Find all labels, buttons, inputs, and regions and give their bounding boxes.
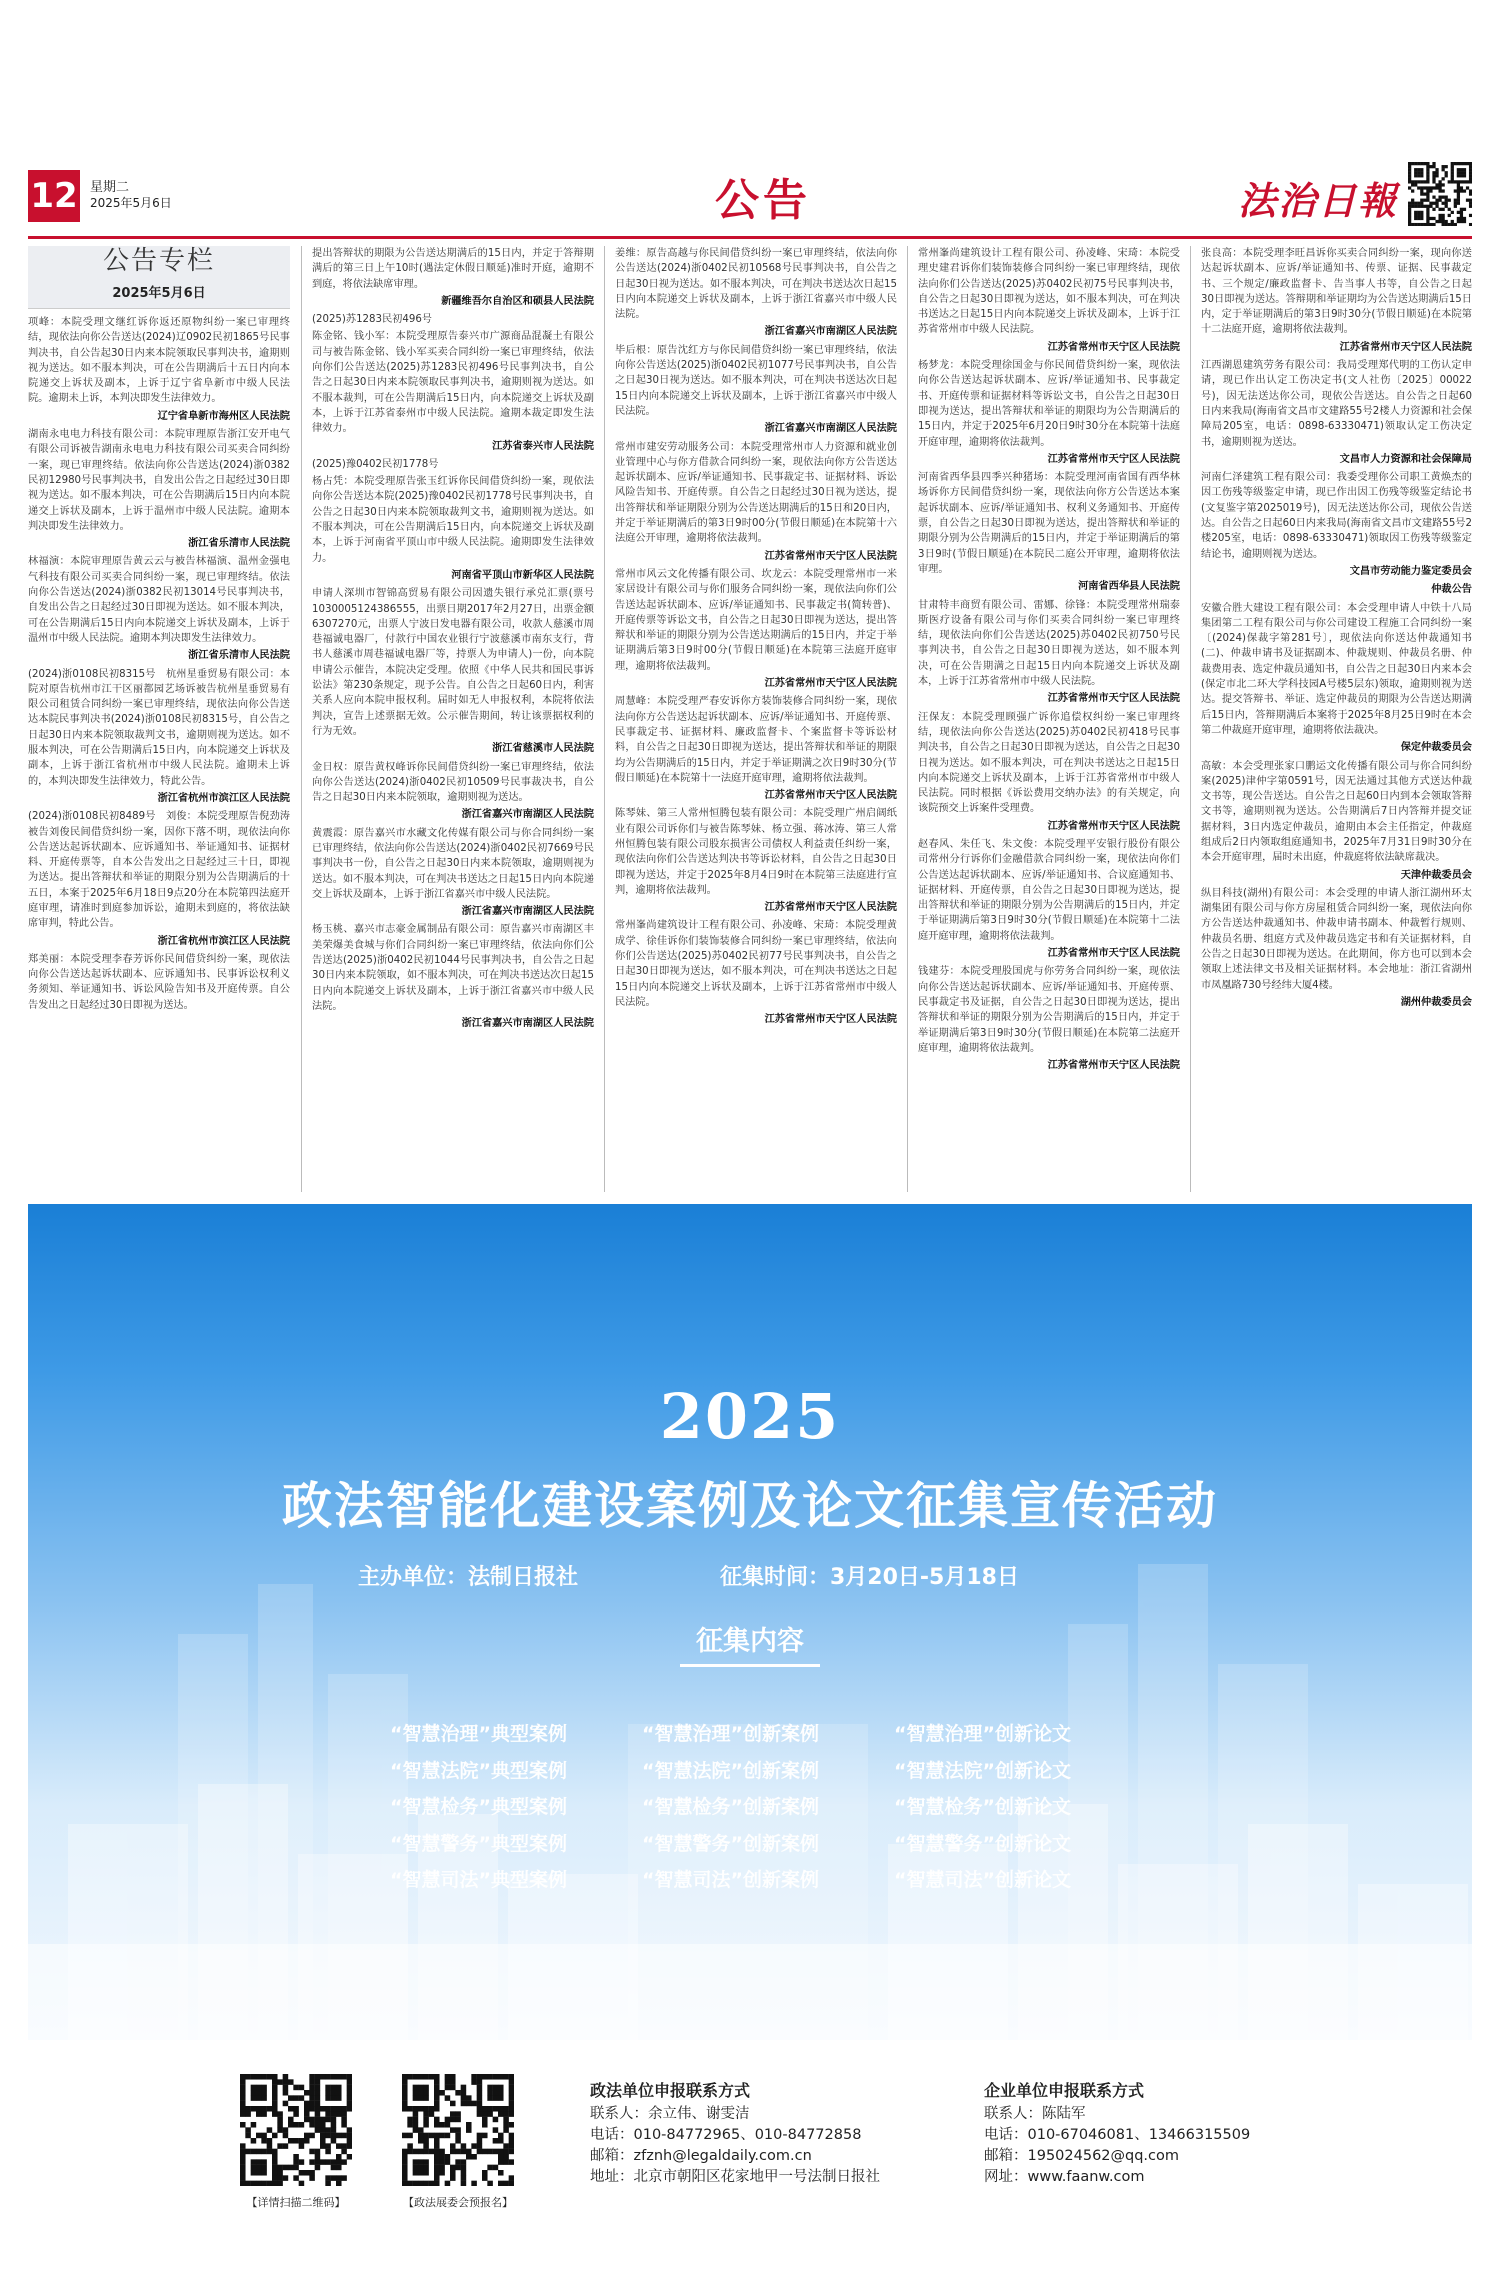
issuing-authority: 江苏省常州市天宁区人民法院 — [764, 678, 897, 690]
header-rule — [28, 236, 1472, 239]
contact-address: 地址：北京市朝阳区花家地甲一号法制日报社 — [590, 2169, 880, 2185]
notice-column-2 — [312, 246, 594, 1192]
column-divider — [1190, 246, 1191, 1192]
notice-paragraph: 常州峯尚建筑设计工程有限公司、孙凌峰、宋琦：本院受理史建君诉你们装饰装修合同纠纷一案已审理终结，现依法向你们公告送达(2025)苏0402民初75号民事判决书，自公告之日起30日即视为送达，如不服本判决，可在判决书送达之日起15日内向本院递交上诉状及副本，上诉于江苏省常州市中级人民法院。 — [918, 248, 1180, 336]
issuing-authority: 江苏省常州市天宁区人民法院 — [764, 902, 897, 914]
notice-column-1 — [28, 246, 290, 1192]
qr-code-icon — [240, 2074, 352, 2186]
list-item: “智慧司法”典型案例 — [390, 1869, 567, 1891]
notice-paragraph: (2024)浙0108民初8315号 杭州星垂贸易有限公司：本院对原告杭州市江干区丽都园艺场诉被告杭州星垂贸易有限公司租赁合同纠纷一案已审理终结，现依法向你公告送达本院民事判决书(2024)浙0108民初8315号，自公告之日起30日内来本院领取裁判文书，逾期则视为送达。如不服本判决，可在公告期满后15日内，向本院递交上诉状及副本，上诉于浙江省杭州市中级人民法院。逾期未上诉的，本判决即发生法律效力，特此公告。 — [28, 668, 290, 787]
qr-code-icon — [402, 2074, 514, 2186]
page-header — [28, 160, 1472, 236]
list-item: “智慧司法”创新论文 — [894, 1869, 1071, 1891]
issuing-authority: 江苏省常州市天宁区人民法院 — [764, 790, 897, 802]
notice-paragraph: 常州市风云文化传播有限公司、坎龙云：本院受理常州市一米家居设计有限公司与你们服务合同纠纷一案，现依法向你们公告送达起诉状副本、应诉/举证通知书、民事裁定书(简转普)、开庭传票等诉讼文书，自公告之日起30日即视为送达，提出答辩状和举证的期限分别为公告送达期满后的15日内，并定于举证期满后第3日9时00分(节假日顺延)在本院第三法庭开庭审理，逾期将依法裁判。 — [615, 568, 897, 672]
issuing-authority: 浙江省杭州市滨江区人民法院 — [157, 935, 290, 947]
notice-column-3 — [615, 246, 897, 1192]
notice-paragraph: (2024)浙0108民初8489号 刘俊：本院受理原告倪劲涛被告刘俊民间借贷纠纷一案，因你下落不明，现依法向你公告送达起诉状副本、应诉通知书、举证通知书、证据材料、开庭传票等，自本公告发出之日起经过三十日，即视为送达。提出答辩状和举证的期限分别为公告期满后的十五日，本案于2025年6月18日9点20分在本院第四法庭开庭审理，请准时到庭参加诉讼，逾期未到庭的，将依法缺席审判，特此公告。 — [28, 811, 290, 930]
poster-period: 征集时间：3月20日-5月18日 — [720, 1565, 1019, 1590]
campaign-poster — [28, 1204, 1472, 2040]
notice-paragraph: 申请人深圳市智锦高贸易有限公司因遗失银行承兑汇票(票号1030005124386555，出票日期2017年2月27日，出票金额6307270元，出票人宁波日发电器有限公司，收款人慈溪市周巷福诚电器厂，付款行中国农业银行宁波慈溪市南东支行，背书人慈溪市周巷福诚电器厂等，持票人为申请人)一份，向本院申请公示催告，本院决定受理。依照《中华人民共和国民事诉讼法》第230条规定，现予公告。自公告之日起60日内，利害关系人应向本院申报权利。届时如无人申报权利，本院将依法判决，宣告上述票据无效。公示催告期间，转让该票据权利的行为无效。 — [312, 588, 594, 737]
notice-paragraph: 纵目科技(湖州)有限公司：本会受理的申请人浙江湖州环太湖集团有限公司与你方房屋租赁合同纠纷一案，现依法向你方公告送达仲裁通知书、仲裁申请书副本、仲裁暂行规则、仲裁员名册、组庭方式及仲裁员选定书和有关证据材料，自公告之日起30日即视为送达。在此期间，你方也可以到本会领取上述法律文书及相关证据材料。本会地址：浙江省湖州市凤凰路730号经纬大厦4楼。 — [1201, 887, 1472, 991]
masthead-logo: 法治日報 — [1238, 178, 1399, 223]
notice-area — [28, 246, 1472, 1192]
poster-content-heading: 征集内容 — [696, 1626, 804, 1657]
issuing-authority: 文昌市人力资源和社会保障局 — [1339, 453, 1472, 465]
issuing-authority: 江苏省常州市天宁区人民法院 — [1047, 948, 1180, 960]
issuing-authority: 浙江省嘉兴市南湖区人民法院 — [461, 1018, 594, 1030]
column-name: 公告专栏 — [102, 246, 215, 276]
contact-phone: 电话：010-67046081、13466315509 — [984, 2127, 1251, 2143]
poster-sponsor: 主办单位：法制日报社 — [358, 1565, 579, 1590]
notice-column-5 — [1201, 246, 1472, 1192]
list-item: “智慧警务”创新案例 — [642, 1832, 819, 1855]
contact-person: 联系人：余立伟、谢雯洁 — [590, 2106, 750, 2122]
issuing-authority: 浙江省嘉兴市南湖区人民法院 — [764, 423, 897, 435]
contact-email[interactable]: 邮箱：195024562@qq.com — [984, 2148, 1180, 2164]
issuing-authority: 辽宁省阜新市海州区人民法院 — [157, 410, 290, 422]
qr-details[interactable] — [240, 2074, 352, 2210]
page-number: 12 — [28, 170, 80, 222]
issuing-authority: 新疆维吾尔自治区和硕县人民法院 — [441, 295, 594, 307]
list-item: “智慧法院”创新案例 — [642, 1759, 819, 1782]
issuing-authority: 江苏省常州市天宁区人民法院 — [1047, 693, 1180, 705]
typical-case-list — [390, 1716, 567, 1899]
issuing-authority: 江苏省常州市天宁区人民法院 — [1339, 341, 1472, 353]
column-banner-box — [28, 246, 290, 315]
section-title: 公告 — [715, 175, 811, 226]
notice-paragraph: 甘肃特丰商贸有限公司、雷娜、徐锋：本院受理常州瑞泰斯医疗设备有限公司与你们买卖合同纠纷一案已审理终结，现依法向你们公告送达(2025)苏0402民初750号民事判决书，自公告之日起30日即视为送达，如不服本判决，可在公告期满之日起15日内向本院递交上诉状及副本，上诉于江苏省常州市中级人民法院。 — [918, 599, 1180, 688]
notice-paragraph: 常州市建安劳动服务公司：本院受理常州市人力资源和就业创业管理中心与你方借款合同纠纷一案，现依法向你方公告送达起诉状副本、应诉/举证通知书、民事裁定书、证据材料、诉讼风险告知书、开庭传票。自公告之日起经过30日视为送达，提出答辩状和举证期限分别为公告送达期满后的15日和20日内，并定于举证期满后的第3日9时00分(节假日顺延)在本院第十六法庭公开审理，逾期将依法裁判。 — [615, 441, 897, 545]
issuing-authority: 浙江省杭州市滨江区人民法院 — [157, 792, 290, 804]
list-item: “智慧检务”创新论文 — [894, 1796, 1071, 1818]
notice-paragraph: (2025)豫0402民初1778号 — [312, 458, 439, 470]
poster-title: 政法智能化建设案例及论文征集宣传活动 — [282, 1476, 1218, 1535]
notice-paragraph: 郑美丽：本院受理李春芳诉你民间借贷纠纷一案，现依法向你公告送达起诉状副本、应诉通知书、民事诉讼权利义务须知、举证通知书、诉讼风险告知书及开庭传票。自公告发出之日起经过30日即视为送达。 — [28, 953, 290, 1011]
notice-paragraph: 杨梦龙：本院受理徐国金与你民间借贷纠纷一案，现依法向你公告送达起诉状副本、应诉/举证通知书、民事裁定书、开庭传票和证据材料等诉讼文书，自公告之日起30日即视为送达，提出答辩状和举证的期限均为公告期满后的15日内，并定于2025年6月20日9时30分在本院第十法庭开庭审理，逾期将依法裁判。 — [918, 360, 1180, 448]
list-item: “智慧警务”典型案例 — [390, 1832, 567, 1855]
issuing-authority: 河南省西华县人民法院 — [1078, 581, 1180, 593]
contact-footer — [28, 2054, 1472, 2254]
notice-paragraph: 安徽合胜大建设工程有限公司：本会受理申请人中铁十八局集团第二工程有限公司与你公司建设工程施工合同纠纷一案〔(2024)保裁字第281号〕，现依法向你送达仲裁通知书(二)、仲裁申请书及证据副本、仲裁规则、仲裁员名册、仲裁费用表、选定仲裁员通知书，自公告之日起30日内来本会(保定市北二环大学科技园A号楼5层东)领取，逾期则视为送达。提交答辩书、举证、选定仲裁员的期限为公告送达期满后15日内，答辩期满后本案将于2025年8月25日9时在本会第二仲裁庭开庭审理，逾期将依法裁决。 — [1201, 602, 1472, 736]
list-item: “智慧治理”创新案例 — [642, 1723, 819, 1745]
issuing-authority: 浙江省慈溪市人民法院 — [492, 743, 594, 755]
notice-paragraph: 陈琴妹、第三人常州恒腾包装有限公司：本院受理广州启阔纸业有限公司诉你们与被告陈琴妹、杨立强、蒋冰涛、第三人常州恒腾包装有限公司股东损害公司债权人利益责任纠纷一案，现依法向你们公告送达判决书等诉讼材料，自公告之日起30日即视为送达，并定于2025年8月4日9时在本院第三法庭进行宣判，逾期将依法裁判。 — [615, 808, 897, 896]
column-date: 2025年5月6日 — [112, 286, 206, 301]
issuing-authority: 天津仲裁委员会 — [1400, 869, 1472, 881]
notice-column-4 — [918, 246, 1180, 1192]
notice-paragraph: 江西湖恩建筑劳务有限公司：我局受理郑代明的工伤认定申请，现已作出认定工伤决定书(文人社伤〔2025〕00022号)，因无法送达你公司，现依公告送达。自公告之日起60日内来我局(海南省文昌市文建路55号2楼人力资源和社会保障局205室，电话：0898-63330471)领取认定工伤决定书，逾期则视为送达。 — [1201, 360, 1472, 448]
column-divider — [907, 246, 908, 1192]
publication-date: 2025年5月6日 — [90, 196, 172, 210]
gov-contact-title: 政法单位申报联系方式 — [590, 2081, 751, 2100]
notice-paragraph: 杨占凭：本院受理原告张玉红诉你民间借贷纠纷一案，现依法向你公告送达本院(2025)豫0402民初1778号民事判决书，自公告之日起30日内来本院领取裁判文书，逾期则视为送达。如不服本判决，可在公告期满后15日内，向本院递交上诉状及副本，上诉于河南省平顶山市中级人民法院。逾期即发生法律效力。 — [312, 476, 594, 564]
notice-paragraph: 金日权：原告黄权峰诉你民间借贷纠纷一案已审理终结，依法向你公告送达(2024)浙0402民初10509号民事裁决书，自公告之日起30日内来本院领取，逾期则视为送达。 — [312, 761, 594, 804]
notice-paragraph: 林福演：本院审理原告黄云云与被告林福演、温州金强电气科技有限公司买卖合同纠纷一案，现已审理终结。依法向你公告送达(2024)浙0382民初13014号民事判决书，自发出公告之日起经过30日即视为送达。如不服本判决，可在公告期满后15日内向本院递交上诉状及副本，上诉于温州市中级人民法院。逾期本判决即发生法律效力。 — [28, 556, 290, 644]
issuing-authority: 江苏省泰兴市人民法院 — [492, 440, 594, 452]
notice-paragraph: 毕后根：原告沈红方与你民间借贷纠纷一案已审理终结，依法向你公告送达(2025)浙0402民初1077号民事判决书，自公告之日起30日视为送达。如不服本判决，可在判决书送达次日起15日内向本院递交上诉状及副本，上诉于浙江省嘉兴市中级人民法院。 — [615, 344, 897, 417]
biz-contact-block — [984, 2080, 1250, 2188]
issuing-authority: 浙江省嘉兴市南湖区人民法院 — [764, 326, 897, 338]
notice-paragraph: 提出答辩状的期限为公告送达期满后的15日内，并定于答辩期满后的第三日上午10时(遇法定休假日顺延)准时开庭，逾期不到庭，将依法缺席审理。 — [312, 248, 594, 290]
notice-paragraph: 汪保友：本院受理顾强广诉你追偿权纠纷一案已审理终结，现依法向你公告送达(2025)苏0402民初418号民事判决书，自公告之日起30日即视为送达，自公告之日起30日视为送达。如不服本判决，可在判决书送达之日起15日内向本院递交上诉状及副本，上诉于江苏省常州市中级人民法院。同时根据《诉讼费用交纳办法》的有关规定，向该院预交上诉案件受理费。 — [918, 711, 1180, 815]
contact-website[interactable]: 网址：www.faanw.com — [984, 2169, 1145, 2185]
notice-paragraph: 杨玉桃、嘉兴市志豪金属制品有限公司：原告嘉兴市南湖区丰美荣爆美食城与你们合同纠纷一案已审理终结，依法向你们公告送达(2025)浙0402民初1044号民事判决书，自公告之日起30日内来本院领取，如不服本判决，可在判决书送达次日起15日内向本院递交上诉状及副本，上诉于浙江省嘉兴市中级人民法院。 — [312, 924, 594, 1012]
qr-registration[interactable] — [402, 2074, 514, 2210]
column-divider — [301, 246, 302, 1192]
qr-caption: 【详情扫描二维码】 — [246, 2196, 346, 2209]
column-banner — [28, 246, 290, 309]
notice-paragraph: 河南仁泽建筑工程有限公司：我委受理你公司职工黄焕杰的因工伤残等级鉴定申请，现已作出因工伤残等级鉴定结论书(文复鉴字第2025019号)，因无法送达你公司，现依公告送达。自公告之日起60日内来我局(海南省文昌市文建路55号2楼205室，电话：0898-63330471)领取因工伤残等级鉴定结论书，逾期则视为送达。 — [1201, 472, 1472, 560]
weekday: 星期二 — [90, 180, 130, 195]
issuing-authority: 文昌市劳动能力鉴定委员会 — [1349, 565, 1472, 577]
notice-paragraph: 周慧峰：本院受理严春安诉你方装饰装修合同纠纷一案，现依法向你方公告送达起诉状副本、应诉/举证通知书、开庭传票、民事裁定书、证据材料、廉政监督卡、个案监督卡等诉讼材料，自公告之日起30日即视为送达，提出答辩状和举证的期限均为公告期满后的15日内，并定于举证期满之次日9时30分(节假日顺延)在本院第十一法庭开庭审理，逾期将依法裁判。 — [615, 696, 897, 784]
notice-paragraph: 张良高：本院受理李旺昌诉你买卖合同纠纷一案，现向你送达起诉状副本、应诉/举证通知书、传票、证据、民事裁定书、三个规定/廉政监督卡、告当事人书等，自公告之日起30日即视为送达。答辩期和举证期均为公告送达期满后15日内，定于举证期满后的第3日9时30分(节假日顺延)在本院第十二法庭开庭，逾期将依法裁判。 — [1201, 248, 1472, 336]
list-item: “智慧司法”创新案例 — [642, 1869, 819, 1891]
notice-paragraph: 黄震霞：原告嘉兴市水藏文化传媒有限公司与你合同纠纷一案已审理终结，依法向你公告送达(2024)浙0402民初7669号民事判决书一份，自公告之日起30日内来本院领取，逾期则视为送达。如不服本判决，可在判决书送达之日起15日内向本院递交上诉状及副本，上诉于浙江省嘉兴市中级人民法院。 — [312, 827, 594, 900]
issuing-authority: 浙江省嘉兴市南湖区人民法院 — [461, 906, 594, 918]
list-item: “智慧法院”创新论文 — [894, 1759, 1071, 1782]
list-item: “智慧法院”典型案例 — [390, 1759, 567, 1782]
notice-paragraph: 常州峯尚建筑设计工程有限公司、孙凌峰、宋琦：本院受理黄成学、徐佳诉你们装饰装修合同纠纷一案已审理终结，依法向你们公告送达(2025)苏0402民初77号民事判决书，自公告之日起30日即视为送达，如不服本判决，可在判决书送达之日起15日内向本院递交上诉状及副本，上诉于江苏省常州市中级人民法院。 — [615, 920, 897, 1008]
issuing-authority: 江苏省常州市天宁区人民法院 — [764, 550, 897, 562]
innovation-case-list — [642, 1716, 819, 1899]
notice-paragraph: 湖南永电电力科技有限公司：本院审理原告浙江安开电气有限公司诉被告湖南永电电力科技有限公司买卖合同纠纷一案，现已审理终结。依法向你公告送达(2024)浙0382民初12980号民事判决书，自发出公告之日起经过30日即视为送达。如不服本判决，可在公告期满后15日内向本院递交上诉状及副本，上诉于温州市中级人民法院。逾期本判决即发生法律效力。 — [28, 429, 290, 532]
issuing-authority: 江苏省常州市天宁区人民法院 — [1047, 453, 1180, 465]
list-item: “智慧检务”创新案例 — [642, 1796, 819, 1818]
contact-phone: 电话：010-84772965、010-84772858 — [590, 2127, 862, 2143]
issuing-authority: 江苏省常州市天宁区人民法院 — [764, 1014, 897, 1026]
notice-paragraph: 项峰：本院受理文继红诉你返还原物纠纷一案已审理终结，现依法向你公告送达(2024)辽0902民初1865号民事判决书，自公告起30日内来本院领取民事判决书，逾期则视为送达。如不服本判决，可在公告期满后十五日内向本院递交上诉状及副本，上诉于辽宁省阜新市中级人民法院。逾期未上诉，本判决即发生法律效力。 — [28, 317, 290, 405]
issuing-authority: 湖州仲裁委员会 — [1400, 996, 1472, 1008]
list-item: “智慧检务”典型案例 — [390, 1796, 567, 1818]
qr-caption: 【政法展委会预报名】 — [403, 2196, 513, 2209]
contact-email[interactable]: 邮箱：zfznh@legaldaily.com.cn — [590, 2148, 812, 2164]
innovation-paper-list — [894, 1716, 1071, 1899]
issuing-authority: 仲裁公告 — [1431, 584, 1472, 596]
poster-heading-underline — [680, 1664, 820, 1667]
notice-paragraph: 河南省西华县四季兴种猪场：本院受理河南省国有西华林场诉你方民间借贷纠纷一案，现依法向你方公告送达本案起诉状副本、应诉/举证通知书、权利义务通知书、开庭传票，自公告之日起30日即视为送达，提出答辩状和举证的期限分别为公告期满后的15日内，并定于举证期满后的第3日9时(节假日顺延)在本院民二庭公开审理，逾期将依法审理。 — [918, 472, 1180, 575]
issuing-authority: 江苏省常州市天宁区人民法院 — [1047, 1060, 1180, 1072]
list-item: “智慧治理”创新论文 — [894, 1723, 1071, 1745]
notice-paragraph: 高敏：本会受理张家口鹏运文化传播有限公司与你合同纠纷案(2025)津仲字第0591号，因无法通过其他方式送达仲裁文书等，现公告送达。自公告之日起60日内到本会领取答辩文书等，逾期则视为送达。公告期满后7日内答辩并提交证据材料，3日内选定仲裁员，逾期由本会主任指定，仲裁庭组成后2日内领取组庭通知书，2025年7月31日9时30分在本会开庭审理，届时未出庭，仲裁庭将依法缺席裁决。 — [1201, 760, 1472, 864]
notice-paragraph: 陈金铭、钱小军：本院受理原告泰兴市广源商品混凝土有限公司与被告陈金铭、钱小军买卖合同纠纷一案已审理终结，依法向你们公告送达(2025)苏1283民初496号民事判决书，自公告之日起30日内来本院领取民事判决书，逾期则视为送达。如不服本裁判，可在公告期满后15日内，向本院递交上诉状及副本，上诉于江苏省泰州市中级人民法院。逾期本裁定即发生法律效力。 — [312, 331, 594, 435]
notice-paragraph: 姜维：原告高越与你民间借贷纠纷一案已审理终结，依法向你公告送达(2024)浙0402民初10568号民事判决书，自公告之日起30日视为送达。如不服本判决，可在判决书送达次日起15日内向本院递交上诉状及副本，上诉于浙江省嘉兴市中级人民法院。 — [615, 248, 897, 321]
column-divider — [604, 246, 605, 1192]
issuing-authority: 保定仲裁委员会 — [1400, 742, 1472, 754]
notice-paragraph: 赵春风、朱任飞、朱文俊：本院受理平安银行股份有限公司常州分行诉你们金融借款合同纠纷一案，现依法向你们公告送达起诉状副本、应诉/举证通知书、合议庭通知书、证据材料、开庭传票，自公告之日起30日即视为送达，提出答辩状和举证的期限分别为公告期满后的15日内，并定于举证期满后第3日9时30分(节假日顺延)在本院第十二法庭开庭审理，逾期将依法裁判。 — [918, 838, 1180, 942]
issuing-authority: 河南省平顶山市新华区人民法院 — [451, 569, 594, 581]
poster-year: 2025 — [659, 1380, 841, 1453]
notice-paragraph: (2025)苏1283民初496号 — [312, 314, 432, 326]
contact-person: 联系人：陈陆军 — [984, 2106, 1086, 2122]
issuing-authority: 浙江省嘉兴市南湖区人民法院 — [461, 809, 594, 821]
gov-contact-block — [590, 2080, 880, 2188]
issuing-authority: 江苏省常州市天宁区人民法院 — [1047, 341, 1180, 353]
notice-paragraph: 钱建芬：本院受理股国虎与你劳务合同纠纷一案，现依法向你公告送达起诉状副本、应诉/举证通知书、开庭传票、民事裁定书及证据，自公告之日起30日即视为送达，提出答辩状和举证的期限分别为公告期满后的15日内，并定于举证期满后第3日9时30分(节假日顺延)在本院第二法庭开庭审理，逾期将依法裁判。 — [918, 966, 1180, 1054]
qr-code-icon — [1408, 162, 1472, 226]
issuing-authority: 江苏省常州市天宁区人民法院 — [1047, 820, 1180, 832]
issuing-authority: 浙江省乐清市人民法院 — [188, 538, 290, 550]
biz-contact-title: 企业单位申报联系方式 — [984, 2081, 1145, 2100]
issuing-authority: 浙江省乐清市人民法院 — [188, 650, 290, 662]
list-item: “智慧警务”创新论文 — [894, 1832, 1071, 1855]
list-item: “智慧治理”典型案例 — [390, 1723, 567, 1745]
